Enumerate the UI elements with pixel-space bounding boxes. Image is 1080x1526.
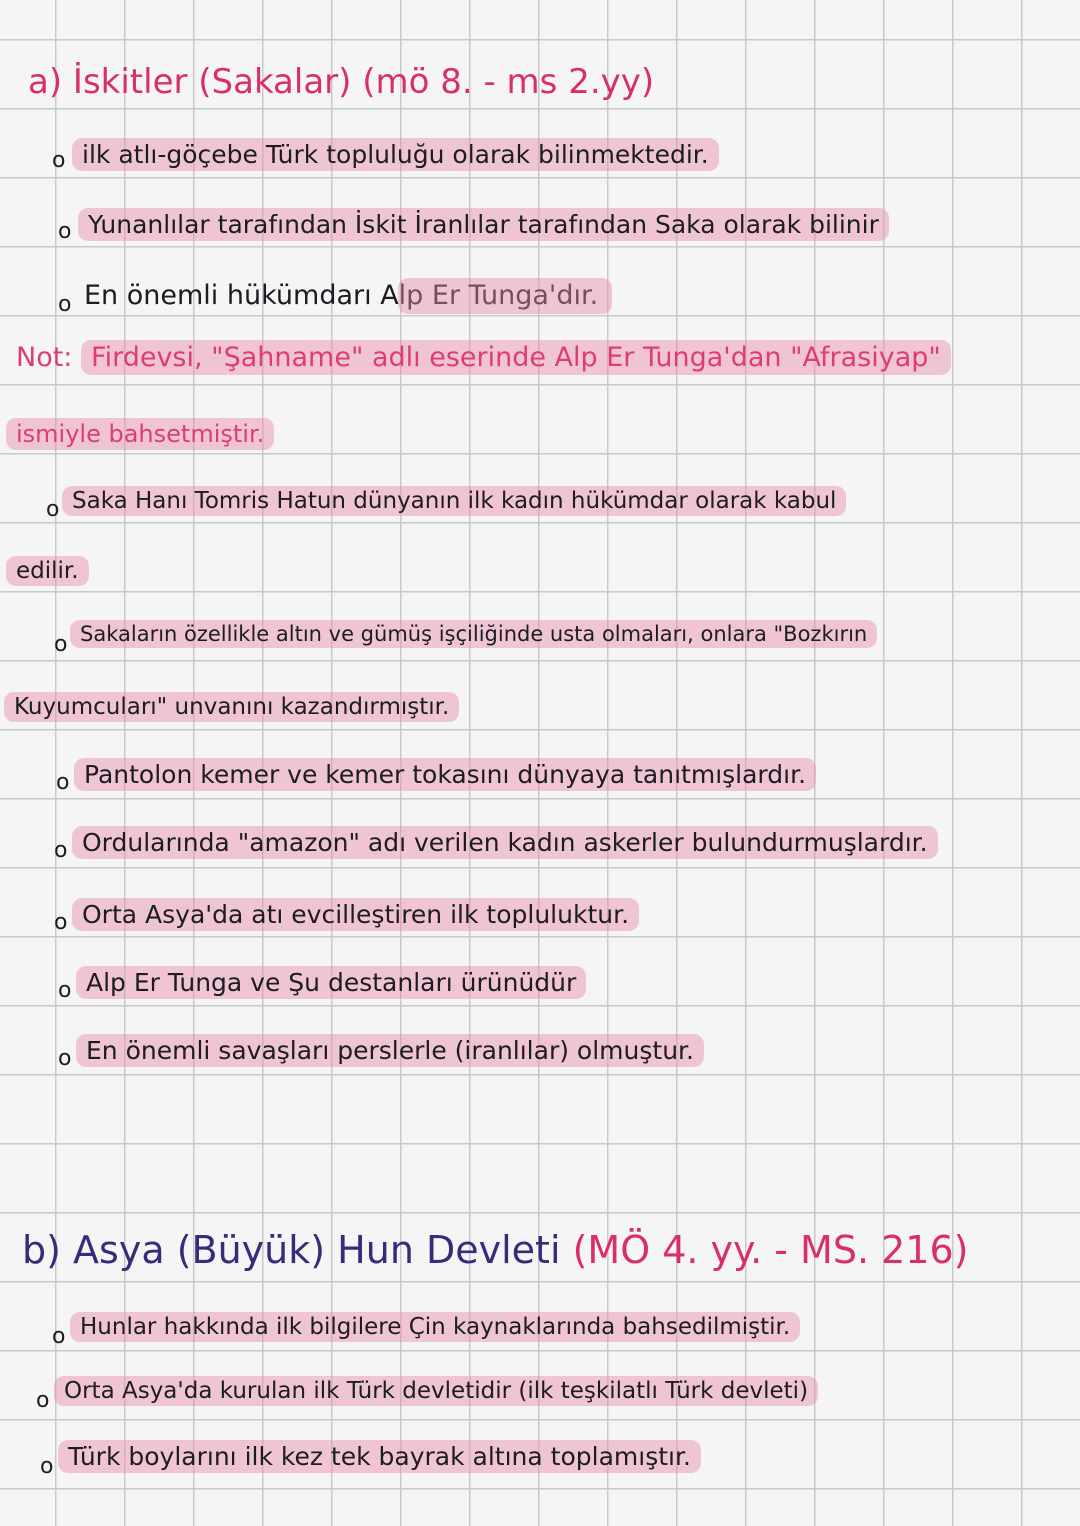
bullet-marker: o (58, 292, 72, 317)
list-item: Orta Asya'da kurulan ilk Türk devletidir (ilk teşkilatlı Türk devleti) (54, 1378, 818, 1404)
bullet-marker: o (58, 1046, 72, 1071)
kuyumcu-line-2: Kuyumcuları" unvanını kazandırmıştır. (4, 694, 459, 720)
kuyumcu-line-1: Sakaların özellikle altın ve gümüş işçiliğinde usta olmaları, onlara "Bozkırın (70, 622, 877, 646)
highlight-mark (398, 278, 612, 314)
tomris-line-2: edilir. (6, 558, 89, 584)
list-item: En önemli savaşları perslerle (iranlılar) olmuştur. (76, 1036, 704, 1065)
bullet-marker: o (56, 770, 70, 795)
bullet-marker: o (52, 1324, 66, 1349)
section-b-marker: b) (22, 1228, 61, 1272)
note-line-1: Not: Firdevsi, "Şahname" adlı eserinde Alp Er Tunga'dan "Afrasiyap" (16, 342, 951, 373)
bullet-marker: o (52, 148, 66, 173)
list-item: Hunlar hakkında ilk bilgilere Çin kaynaklarında bahsedilmiştir. (70, 1314, 800, 1340)
list-item: Orta Asya'da atı evcilleştiren ilk topluluktur. (72, 900, 639, 929)
note-label: Not: (16, 342, 73, 373)
list-item: Türk boylarını ilk kez tek bayrak altına toplamıştır. (58, 1442, 701, 1471)
bullet-marker: o (46, 497, 60, 522)
tomris-line-1: Saka Hanı Tomris Hatun dünyanın ilk kadın hükümdar olarak kabul (62, 488, 846, 514)
list-item: Yunanlılar tarafından İskit İranlılar tarafından Saka olarak bilinir (78, 210, 889, 239)
list-item: En önemli hükümdarı Alp Er Tunga'dır. (84, 280, 599, 311)
list-item: Alp Er Tunga ve Şu destanları ürünüdür (76, 968, 586, 997)
bullet-marker: o (58, 978, 72, 1003)
list-item: Pantolon kemer ve kemer tokasını dünyaya tanıtmışlardır. (74, 760, 816, 789)
section-b-dates: (MÖ 4. yy. - MS. 216) (572, 1228, 969, 1272)
bullet-marker: o (40, 1454, 54, 1479)
section-b-title: Asya (Büyük) Hun Devleti (73, 1228, 561, 1272)
section-a-heading (28, 62, 654, 102)
bullet-marker: o (58, 219, 72, 244)
section-a-title: İskitler (Sakalar) (72, 62, 352, 102)
section-b-heading (22, 1228, 968, 1272)
bullet-marker: o (54, 632, 68, 657)
bullet-marker: o (36, 1388, 50, 1413)
note-line-2: ismiyle bahsetmiştir. (6, 420, 274, 448)
section-a-marker: a) (28, 62, 63, 102)
section-a-dates: (mö 8. - ms 2.yy) (362, 62, 655, 102)
list-item: Ordularında "amazon" adı verilen kadın askerler bulundurmuşlardır. (72, 828, 938, 857)
list-item: ilk atlı-göçebe Türk topluluğu olarak bilinmektedir. (72, 140, 719, 169)
bullet-marker: o (54, 910, 68, 935)
bullet-marker: o (54, 838, 68, 863)
